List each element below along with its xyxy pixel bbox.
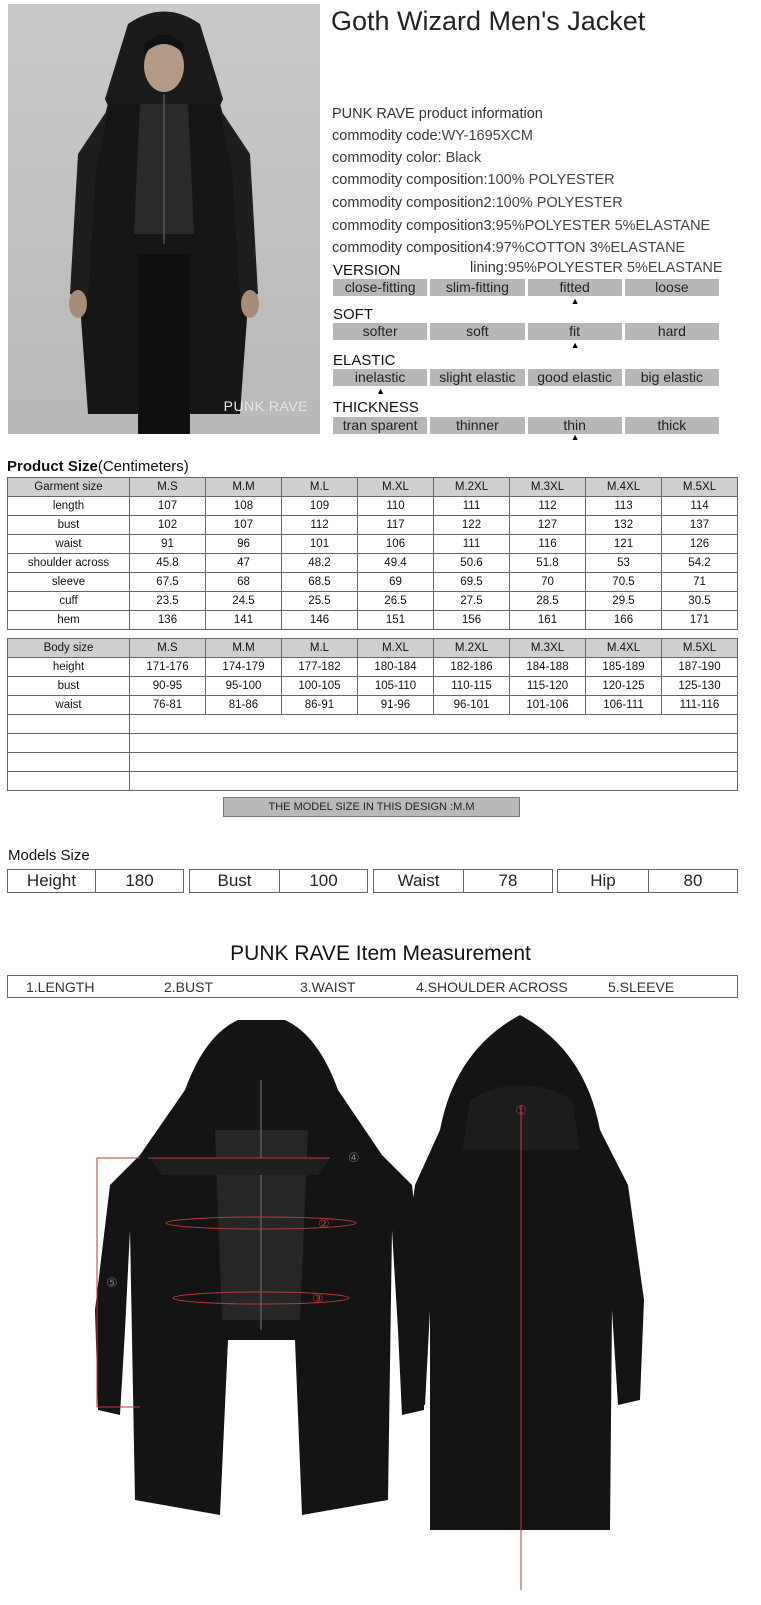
- table-cell: 122: [434, 516, 510, 535]
- info-composition-2: commodity composition2:100% POLYESTER: [332, 195, 623, 211]
- table-header: M.M: [206, 639, 282, 658]
- table-cell: 70: [510, 573, 586, 592]
- model-height-box: [7, 869, 184, 893]
- table-cell: 174-179: [206, 658, 282, 677]
- table-header-row: [8, 639, 738, 658]
- version-scale: [333, 279, 719, 296]
- table-cell: 68: [206, 573, 282, 592]
- table-cell: 105-110: [358, 677, 434, 696]
- measurement-item: 5.SLEEVE: [608, 979, 675, 995]
- table-cell: 23.5: [130, 592, 206, 611]
- table-cell: 91-96: [358, 696, 434, 715]
- back-coat-illustration: [400, 1015, 644, 1530]
- thickness-marker-icon: ▲: [570, 432, 580, 442]
- empty-row: [8, 734, 738, 753]
- table-header: M.M: [206, 478, 282, 497]
- table-cell: 111-116: [662, 696, 738, 715]
- table-cell: 96: [206, 535, 282, 554]
- elastic-label: ELASTIC: [333, 352, 396, 369]
- version-option: slim-fitting: [430, 279, 524, 296]
- table-cell: 26.5: [358, 592, 434, 611]
- soft-label: SOFT: [333, 306, 373, 323]
- thickness-option: thin: [528, 417, 622, 434]
- row-label: shoulder across: [8, 554, 130, 573]
- product-photo: [8, 4, 320, 434]
- front-coat-illustration: [95, 1020, 426, 1515]
- soft-scale: [333, 323, 719, 340]
- body-size-body: [8, 658, 738, 791]
- empty-cell: [130, 772, 738, 791]
- table-row: [8, 516, 738, 535]
- elastic-scale: [333, 369, 719, 386]
- measurement-legend: [7, 975, 738, 998]
- soft-option: soft: [430, 323, 524, 340]
- marker-3: ③: [312, 1292, 324, 1307]
- table-header: M.L: [282, 478, 358, 497]
- elastic-marker-icon: ▲: [376, 386, 386, 396]
- table-header-row: [8, 478, 738, 497]
- row-label: sleeve: [8, 573, 130, 592]
- measurement-item: 4.SHOULDER ACROSS: [416, 979, 568, 995]
- table-cell: 29.5: [586, 592, 662, 611]
- table-cell: 116: [510, 535, 586, 554]
- info-composition-1: commodity composition:100% POLYESTER: [332, 172, 615, 188]
- empty-cell: [130, 715, 738, 734]
- table-cell: 177-182: [282, 658, 358, 677]
- thickness-label: THICKNESS: [333, 399, 419, 416]
- soft-marker-icon: ▲: [570, 340, 580, 350]
- elastic-option: big elastic: [625, 369, 719, 386]
- table-cell: 24.5: [206, 592, 282, 611]
- table-row: [8, 573, 738, 592]
- product-size-body: [8, 497, 738, 630]
- table-cell: 117: [358, 516, 434, 535]
- table-cell: 115-120: [510, 677, 586, 696]
- table-cell: 161: [510, 611, 586, 630]
- table-cell: 76-81: [130, 696, 206, 715]
- table-cell: 69: [358, 573, 434, 592]
- table-cell: 100-105: [282, 677, 358, 696]
- empty-row: [8, 715, 738, 734]
- table-cell: 47: [206, 554, 282, 573]
- table-cell: 137: [662, 516, 738, 535]
- models-size-title: Models Size: [8, 847, 90, 864]
- empty-row: [8, 772, 738, 791]
- thickness-scale: [333, 417, 719, 434]
- row-label: hem: [8, 611, 130, 630]
- info-composition-3: commodity composition3:95%POLYESTER 5%ELASTANE: [332, 218, 711, 234]
- measurement-item: 2.BUST: [164, 979, 214, 995]
- model-hip-label: Hip: [558, 870, 649, 892]
- model-waist-value: 78: [498, 871, 518, 890]
- table-cell: 107: [130, 497, 206, 516]
- version-label: VERSION: [333, 262, 401, 279]
- soft-option: softer: [333, 323, 427, 340]
- version-option: loose: [625, 279, 719, 296]
- thickness-option: thinner: [430, 417, 524, 434]
- model-height-value: 180: [125, 871, 154, 890]
- table-cell: 114: [662, 497, 738, 516]
- table-cell: 113: [586, 497, 662, 516]
- table-cell: 48.2: [282, 554, 358, 573]
- table-header: M.S: [130, 478, 206, 497]
- elastic-option: good elastic: [528, 369, 622, 386]
- table-header: M.5XL: [662, 639, 738, 658]
- body-size-table: [7, 638, 738, 791]
- table-cell: 50.6: [434, 554, 510, 573]
- table-cell: 54.2: [662, 554, 738, 573]
- table-header: M.4XL: [586, 478, 662, 497]
- table-cell: 107: [206, 516, 282, 535]
- thickness-option: thick: [625, 417, 719, 434]
- marker-1: ①: [515, 1104, 527, 1119]
- table-cell: 106-111: [586, 696, 662, 715]
- table-row: [8, 554, 738, 573]
- table-cell: 171: [662, 611, 738, 630]
- table-cell: 101-106: [510, 696, 586, 715]
- table-cell: 120-125: [586, 677, 662, 696]
- table-header: Body size: [8, 639, 130, 658]
- soft-option: fit: [528, 323, 622, 340]
- empty-cell: [130, 734, 738, 753]
- table-cell: 146: [282, 611, 358, 630]
- watermark: PUNK RAVE: [223, 398, 308, 414]
- table-cell: 108: [206, 497, 282, 516]
- info-lining: lining:95%POLYESTER 5%ELASTANE: [470, 260, 723, 276]
- table-cell: 45.8: [130, 554, 206, 573]
- table-header: Garment size: [8, 478, 130, 497]
- table-header: M.2XL: [434, 478, 510, 497]
- table-cell: 111: [434, 535, 510, 554]
- row-label: waist: [8, 535, 130, 554]
- page-title: Goth Wizard Men's Jacket: [331, 6, 646, 36]
- table-cell: 30.5: [662, 592, 738, 611]
- thickness-option: tran sparent: [333, 417, 427, 434]
- table-cell: 125-130: [662, 677, 738, 696]
- table-cell: 102: [130, 516, 206, 535]
- product-size-table: [7, 477, 738, 630]
- table-cell: 132: [586, 516, 662, 535]
- empty-cell: [8, 753, 130, 772]
- version-marker-icon: ▲: [570, 296, 580, 306]
- empty-cell: [130, 753, 738, 772]
- table-cell: 110-115: [434, 677, 510, 696]
- model-hip-box: [557, 869, 738, 893]
- table-cell: 67.5: [130, 573, 206, 592]
- table-header: M.3XL: [510, 639, 586, 658]
- measurement-item: 1.LENGTH: [26, 979, 95, 995]
- table-cell: 86-91: [282, 696, 358, 715]
- table-cell: 121: [586, 535, 662, 554]
- product-size-title: Product Size(Centimeters): [7, 458, 189, 475]
- table-cell: 69.5: [434, 573, 510, 592]
- info-heading: PUNK RAVE product information: [332, 106, 543, 122]
- model-height-label: Height: [8, 870, 96, 892]
- table-cell: 95-100: [206, 677, 282, 696]
- measurement-title: PUNK RAVE Item Measurement: [230, 942, 531, 965]
- table-header: M.S: [130, 639, 206, 658]
- table-cell: 70.5: [586, 573, 662, 592]
- measurement-item: 3.WAIST: [300, 979, 356, 995]
- table-cell: 112: [282, 516, 358, 535]
- table-cell: 151: [358, 611, 434, 630]
- model-waist-box: [373, 869, 553, 893]
- table-cell: 184-188: [510, 658, 586, 677]
- empty-row: [8, 753, 738, 772]
- table-row: [8, 497, 738, 516]
- table-header: M.5XL: [662, 478, 738, 497]
- model-waist-label: Waist: [374, 870, 464, 892]
- table-header: M.XL: [358, 478, 434, 497]
- version-option: fitted: [528, 279, 622, 296]
- table-cell: 109: [282, 497, 358, 516]
- model-hip-value: 80: [683, 871, 703, 890]
- table-cell: 180-184: [358, 658, 434, 677]
- table-cell: 156: [434, 611, 510, 630]
- marker-4: ④: [348, 1151, 360, 1166]
- measurement-diagram: [0, 1010, 761, 1600]
- table-cell: 25.5: [282, 592, 358, 611]
- table-cell: 91: [130, 535, 206, 554]
- model-bust-value: 100: [309, 871, 338, 890]
- table-cell: 96-101: [434, 696, 510, 715]
- table-cell: 81-86: [206, 696, 282, 715]
- model-bust-label: Bust: [190, 870, 280, 892]
- marker-5: ⑤: [106, 1276, 118, 1291]
- info-composition-4: commodity composition4:97%COTTON 3%ELASTANE: [332, 240, 686, 256]
- table-header: M.3XL: [510, 478, 586, 497]
- model-size-note: THE MODEL SIZE IN THIS DESIGN :M.M: [223, 797, 520, 817]
- marker-2: ②: [318, 1217, 330, 1232]
- row-label: length: [8, 497, 130, 516]
- table-cell: 182-186: [434, 658, 510, 677]
- table-cell: 141: [206, 611, 282, 630]
- table-cell: 106: [358, 535, 434, 554]
- table-cell: 111: [434, 497, 510, 516]
- row-label: bust: [8, 677, 130, 696]
- table-cell: 101: [282, 535, 358, 554]
- version-option: close-fitting: [333, 279, 427, 296]
- table-cell: 68.5: [282, 573, 358, 592]
- model-bust-box: [189, 869, 368, 893]
- table-cell: 136: [130, 611, 206, 630]
- table-cell: 126: [662, 535, 738, 554]
- table-row: [8, 658, 738, 677]
- table-cell: 127: [510, 516, 586, 535]
- row-label: cuff: [8, 592, 130, 611]
- table-cell: 112: [510, 497, 586, 516]
- table-row: [8, 677, 738, 696]
- elastic-option: inelastic: [333, 369, 427, 386]
- table-row: [8, 611, 738, 630]
- table-row: [8, 535, 738, 554]
- table-cell: 53: [586, 554, 662, 573]
- table-cell: 187-190: [662, 658, 738, 677]
- empty-cell: [8, 715, 130, 734]
- table-cell: 110: [358, 497, 434, 516]
- model-illustration: [8, 4, 320, 434]
- table-cell: 166: [586, 611, 662, 630]
- table-header: M.L: [282, 639, 358, 658]
- row-label: bust: [8, 516, 130, 535]
- table-cell: 27.5: [434, 592, 510, 611]
- info-color: commodity color: Black: [332, 150, 482, 166]
- soft-option: hard: [625, 323, 719, 340]
- table-cell: 171-176: [130, 658, 206, 677]
- table-header: M.2XL: [434, 639, 510, 658]
- table-cell: 185-189: [586, 658, 662, 677]
- info-code: commodity code:WY-1695XCM: [332, 128, 533, 144]
- table-row: [8, 696, 738, 715]
- row-label: height: [8, 658, 130, 677]
- elastic-option: slight elastic: [430, 369, 524, 386]
- table-cell: 90-95: [130, 677, 206, 696]
- table-cell: 71: [662, 573, 738, 592]
- empty-cell: [8, 734, 130, 753]
- table-cell: 51.8: [510, 554, 586, 573]
- table-row: [8, 592, 738, 611]
- table-header: M.4XL: [586, 639, 662, 658]
- empty-cell: [8, 772, 130, 791]
- table-cell: 28.5: [510, 592, 586, 611]
- table-cell: 49.4: [358, 554, 434, 573]
- table-header: M.XL: [358, 639, 434, 658]
- row-label: waist: [8, 696, 130, 715]
